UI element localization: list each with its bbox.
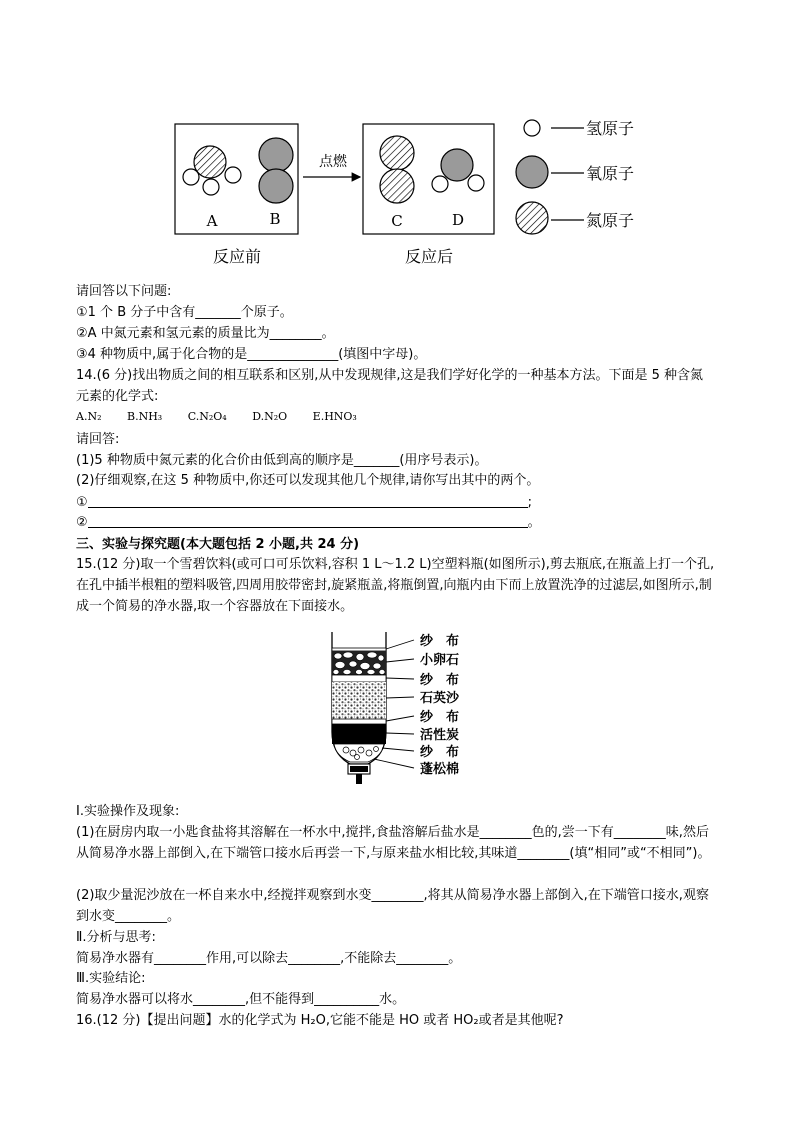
label-c: C xyxy=(391,212,403,230)
section-3-title: 三、实验与探究题(本大题包括 2 小题,共 24 分) xyxy=(76,537,360,552)
q14-options xyxy=(76,410,357,424)
filter-label-gauze-3: 纱 布 xyxy=(420,710,460,725)
q15-part2-text: 简易净水器有________作用,可以除去________,不能除去________。 xyxy=(76,951,462,966)
option-c: C.N₂O₄ xyxy=(187,410,227,423)
filter-label-gauze-4: 纱 布 xyxy=(420,745,460,760)
q13-intro: 请回答以下问题: xyxy=(76,284,172,299)
filter-label-gauze-2: 纱 布 xyxy=(420,673,460,688)
q16-stem: 16.(12 分)【提出问题】水的化学式为 H₂O,它能不能是 HO 或者 HO₂或者是其他呢? xyxy=(76,1013,564,1028)
q13-item-2: ②A 中氮元素和氢元素的质量比为________。 xyxy=(76,326,335,341)
q14-blank-1: ① ; xyxy=(76,495,533,510)
oxygen-atom xyxy=(259,138,293,172)
molecule-c xyxy=(380,136,414,203)
filter-label-activated-carbon: 活性炭 xyxy=(420,728,460,743)
legend-hydrogen: 氢原子 xyxy=(586,119,635,138)
hydrogen-atom xyxy=(468,175,484,191)
label-a: A xyxy=(206,212,218,230)
label-b: B xyxy=(269,210,281,228)
nitrogen-atom xyxy=(194,146,226,178)
filter-label-pebbles: 小卵石 xyxy=(420,653,460,668)
q15-part1-title: Ⅰ.实验操作及现象: xyxy=(76,804,180,819)
q15-part1-q2: (2)取少量泥沙放在一杯自来水中,经搅拌观察到水变________,将其从简易净水器上部倒入,在下端管口接水,观察到水变________。 xyxy=(76,888,709,924)
water-filter-diagram xyxy=(320,626,480,791)
q14-stem: 14.(6 分)找出物质之间的相互联系和区别,从中发现规律,这是我们学好化学的一种基本方法。下面是 5 种含氮元素的化学式: xyxy=(76,368,704,404)
before-caption: 反应前 xyxy=(212,247,262,266)
filter-label-quartz-sand: 石英沙 xyxy=(420,691,460,706)
q13-item-1: ①1 个 B 分子中含有_______个原子。 xyxy=(76,305,293,320)
hydrogen-atom xyxy=(432,176,448,192)
q13-item-3: ③4 种物质中,属于化合物的是______________(填图中字母)。 xyxy=(76,347,427,362)
legend-nitrogen: 氮原子 xyxy=(586,211,635,230)
q15-stem: 15.(12 分)取一个雪碧饮料(或可口可乐饮料,容积 1 L～1.2 L)空塑料瓶(如图所示),剪去瓶底,在瓶盖上打一个孔,在孔中插半根粗的塑料吸管,四周用胶带密封,旋紧瓶盖,将瓶倒置,向瓶内由下而上放置洗净的过滤层,如图所示,制成一个简易的净水器,取一个容器放在下面接水。 xyxy=(76,557,715,614)
arrow-label: 点燃 xyxy=(319,154,347,170)
hydrogen-atom xyxy=(183,169,199,185)
after-caption: 反应后 xyxy=(404,247,454,266)
oxygen-legend-icon xyxy=(516,156,548,188)
molecule-b xyxy=(259,138,293,203)
q15-part1-q1: (1)在厨房内取一小匙食盐将其溶解在一杯水中,搅拌,食盐溶解后盐水是________色的,尝一下有________味,然后从简易净水器上部倒入,在下端管口接水后再尝一下,与原来盐水相比较,其味道________(填“相同”或“不相同”)。 xyxy=(76,825,711,861)
nitrogen-atom xyxy=(380,136,414,170)
q15-part3-text: 简易净水器可以将水________,但不能得到__________水。 xyxy=(76,992,406,1007)
legend-oxygen: 氧原子 xyxy=(586,164,635,183)
hydrogen-legend-icon xyxy=(524,120,540,136)
reaction-diagram xyxy=(0,0,794,275)
hydrogen-atom xyxy=(225,167,241,183)
option-d: D.N₂O xyxy=(252,410,288,423)
option-b: B.NH₃ xyxy=(126,410,163,423)
filter-label-cotton: 蓬松棉 xyxy=(420,762,460,777)
q14-blank-2: ② 。 xyxy=(76,515,541,530)
oxygen-atom xyxy=(441,149,473,181)
q14-item-2: (2)仔细观察,在这 5 种物质中,你还可以发现其他几个规律,请你写出其中的两个。 xyxy=(76,473,540,488)
filter-label-gauze-1: 纱 布 xyxy=(420,634,460,649)
q15-part2-title: Ⅱ.分析与思考: xyxy=(76,930,156,945)
hydrogen-atom xyxy=(203,179,219,195)
q14-item-1: (1)5 种物质中氮元素的化合价由低到高的顺序是_______(用序号表示)。 xyxy=(76,453,488,468)
option-e: E.HNO₃ xyxy=(312,410,357,423)
nitrogen-atom xyxy=(380,169,414,203)
option-a: A.N₂ xyxy=(76,410,102,423)
label-d: D xyxy=(451,211,465,229)
legend xyxy=(516,119,634,234)
oxygen-atom xyxy=(259,169,293,203)
q15-part3-title: Ⅲ.实验结论: xyxy=(76,971,146,986)
molecule-a xyxy=(183,146,241,195)
molecule-d xyxy=(432,149,484,192)
q14-ask: 请回答: xyxy=(76,432,120,447)
nitrogen-legend-icon xyxy=(516,202,548,234)
